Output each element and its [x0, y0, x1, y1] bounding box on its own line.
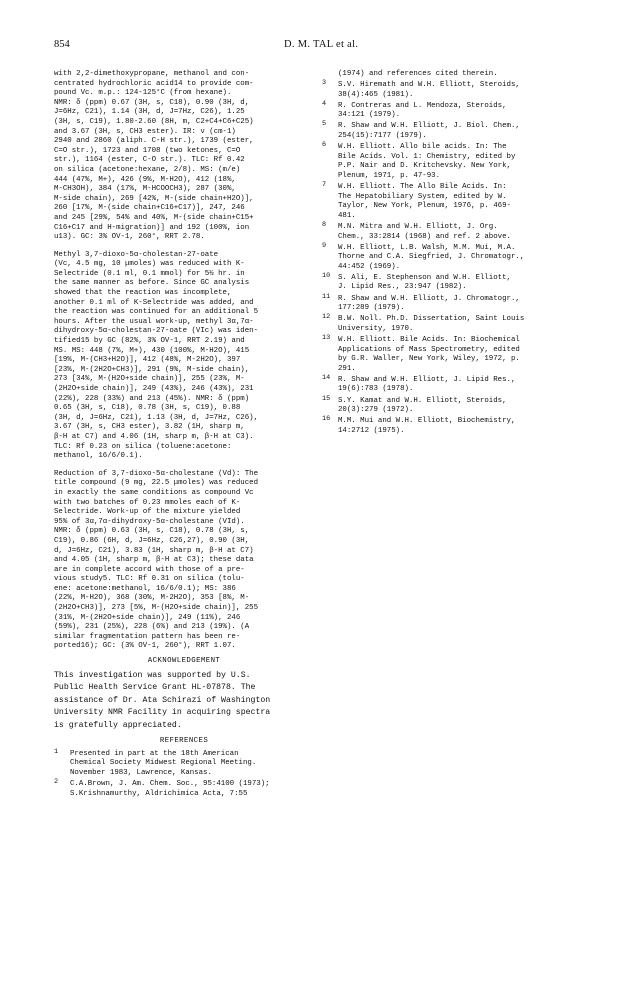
reference-text: R. Shaw and W.H. Elliott, J. Lipid Res., 19(6):783 (1978).: [338, 375, 516, 394]
paragraph-compound-vc: with 2,2-dimethoxypropane, methanol and con- centrated hydrochloric acid14 to provide com- pound Vc. m.p.: 124-125°C (from hexane). NMR: δ (ppm) 0.67 (3H, s, C18), 0.90 (3H, d, J=6Hz, C21), 1.14 (3H, d, J=7Hz, C26), 1.25 (3H, s, C19), 1.80-2.60 (8H, m, C2+C4+C6+C25) and 3.67 (3H, s, CH3 ester). IR: ν (cm-1) 2940 and 2860 (aliph. C-H str.), 1739 (ester, C=O str.), 1723 and 1708 (two ketones, C=O str.), 1164 (ester, C-O str.). TLC: Rf 0.42 on silica (acetone:hexane, 2/8). MS: (m/e) 444 (47%, M+), 426 (9%, M-H2O), 412 (18%, M-CH3OH), 384 (17%, M-HCOOCH3), 287 (30%, M-side chain), 269 [42%, M-(side chain+H2O)], 260 [17%, M-(side chain+C16+C17)], 247, 246 and 245 [29%, 54% and 40%, M-(side chain+C15+ C16+C17 and H-migration)] and 192 (100%, ion u13). GC: 3% OV-1, 260°, RRT 2.78.: [54, 70, 254, 242]
reference-number: 10: [322, 271, 331, 280]
page-number: 854: [54, 39, 70, 50]
reference-text: S.Y. Kamat and W.H. Elliott, Steroids, 20(3):279 (1972).: [338, 396, 507, 415]
running-head: D. M. TAL et al.: [284, 39, 359, 50]
reference-text: S.V. Hiremath and W.H. Elliott, Steroids, 38(4):465 (1981).: [338, 81, 520, 99]
left-column: [54, 70, 314, 801]
reference-number: 5: [322, 120, 327, 129]
reference-number: 15: [322, 394, 331, 403]
reference-item: [322, 81, 580, 100]
reference-item: [322, 315, 580, 334]
reference-item: [54, 780, 314, 799]
reference-text: R. Contreras and L. Mendoza, Steroids, 34:121 (1979).: [338, 101, 507, 120]
reference-text: W.H. Elliott. The Allo Bile Acids. In: The Hepatobiliary System, edited by W. Taylor, New York, Plenum, 1976, p. 469- 481.: [338, 183, 511, 220]
reference-text: C.A.Brown, J. Am. Chem. Soc., 95:4100 (1973); S.Krishnamurthy, Aldrichimica Acta, 7:55: [70, 780, 270, 798]
right-column: [322, 70, 580, 438]
reference-number: 6: [322, 141, 327, 150]
reference-number: 12: [322, 313, 331, 322]
reference-text: M.N. Mitra and W.H. Elliott, J. Org. Chem., 33:2814 (1968) and ref. 2 above.: [338, 222, 511, 241]
reference-item: [322, 99, 580, 121]
page-header: [54, 40, 574, 54]
reference-number: 14: [322, 373, 331, 382]
references-heading: REFERENCES: [159, 737, 209, 746]
reference-text: R. Shaw and W.H. Elliott, J. Biol. Chem., 254(15):7177 (1979).: [338, 122, 520, 141]
reference-item: [322, 271, 580, 293]
reference-number: 4: [322, 99, 327, 108]
paragraph-reduction-vd: Reduction of 3,7-dioxo-5α-cholestane (Vd): The title compound (9 mg, 22.5 μmoles) was reduced in exactly the same conditions as compound Vc with two batches of 0.23 mmoles each of K- Selectride. Work-up of the mixture yielded 95% of 3α,7α-dihydroxy-5α-cholestane (VId). NMR: δ (ppm) 0.63 (3H, s, C18), 0.78 (3H, s, C19), 0.86 (6H, d, J=6Hz, C26,27), 0.90 (3H, d, J=6Hz, C21), 3.83 (1H, sharp m, β-H at C7) and 4.05 (1H, sharp m, β-H at C3); these data are in complete accord with those of a pre- vious study5. TLC: Rf 0.31 on silica (tolu- ene: acetone:methanol, 16/6/0.1); MS: 386 (22%, M-H2O), 368 (30%, M-2H2O), 353 [8%, M- (2H2O+CH3)], 273 [5%, M-(H2O+side chain)], 255 (31%, M-(2H2O+side chain)], 249 (11%), 246 (59%), 231 (25%), 228 (6%) and 213 (19%). (A similar fragmentation pattern has been re- ported16); GC: (3% OV-1, 260°), RRT 1.07.: [54, 469, 259, 651]
acknowledgement-heading: ACKNOWLEDGEMENT: [147, 657, 221, 666]
reference-item: [322, 183, 580, 221]
reference-number: 2: [54, 778, 59, 786]
reference-item: [322, 373, 580, 395]
reference-item: [322, 292, 580, 314]
reference-number: 16: [322, 415, 331, 424]
reference-item: [322, 417, 580, 436]
acknowledgement-text: This investigation was supported by U.S. Public Health Service Grant HL-07878. The assistance of Dr. Ata Schirazi of Washington University NMR Facility in acquiring spectra is gratefully appreciated.: [54, 670, 271, 730]
reference-number: 3: [322, 79, 327, 88]
reference-item: [322, 122, 580, 141]
reference-text: (1974) and references cited therein.: [338, 70, 498, 78]
paragraph-reduction-vc: Methyl 3,7-dioxo-5α-cholestan-27-oate (Vc, 4.5 mg, 10 μmoles) was reduced with K- Selectride (0.1 ml, 0.1 mmol) for 5½ hr. in the same manner as before. Since GC analysis showed that the reaction was incomplete, another 0.1 ml of K-Selectride was added, and the reaction was continued for an additional 5 hours. After the usual work-up, methyl 3α,7α- dihydroxy-5α-cholestan-27-oate (VIc) was iden- tified15 by GC (82%, 3% OV-1, RRT 2.19) and MS. MS: 448 (7%, M+), 430 (100%, M-H2O), 415 [19%, M-(CH3+H2O)], 412 (48%, M-2H2O), 397 [23%, M-(2H2O+CH3)], 291 (9%, M-side chain), 273 [34%, M-(H2O+side chain)], 255 (23%, M- (2H2O+side chain)], 249 (43%), 246 (43%), 231 (22%), 228 (33%) and 213 (45%). NMR: δ (ppm) 0.65 (3H, s, C18), 0.78 (3H, s, C19), 0.88 (3H, d, J=6Hz, C21), 1.13 (3H, d, J=7Hz, C26), 3.67 (3H, s, CH3 ester), 3.82 (1H, sharp m, β-H at C7) and 4.06 (1H, sharp m, β-H at C3). TLC: Rf 0.23 on silica (toluene:acetone: methanol, 16/6/0.1).: [54, 250, 259, 461]
reference-item: [322, 394, 580, 416]
reference-item: [54, 747, 314, 779]
reference-number: 13: [322, 333, 331, 342]
reference-text: M.M. Mui and W.H. Elliott, Biochemistry, 14:2712 (1975).: [338, 417, 516, 435]
reference-item: [322, 333, 580, 374]
reference-item: [322, 220, 580, 242]
reference-text: W.H. Elliott. Allo bile acids. In: The Bile Acids. Vol. 1: Chemistry, edited by P.P. Nair and D. Kritchevsky. New York, Plenum, 1971, p. 47-93.: [338, 143, 516, 180]
reference-text: S. Ali, E. Stephenson and W.H. Elliott, J. Lipid Res., 23:947 (1982).: [338, 273, 511, 292]
reference-item: [322, 143, 580, 181]
reference-number: 8: [322, 220, 327, 229]
reference-text: B.W. Noll. Ph.D. Dissertation, Saint Louis University, 1970.: [338, 315, 525, 333]
reference-text: R. Shaw and W.H. Elliott, J. Chromatogr., 177:289 (1979).: [338, 294, 520, 313]
reference-number: 11: [322, 292, 331, 301]
reference-number: 7: [322, 181, 327, 190]
reference-text: Presented in part at the 18th American Chemical Society Midwest Regional Meeting. November 1983, Lawrence, Kansas.: [70, 749, 257, 777]
reference-text: W.H. Elliott, L.B. Walsh, M.M. Mui, M.A. Thorne and C.A. Siegfried, J. Chromatogr., 44:452 (1969).: [338, 243, 525, 271]
reference-item: [322, 70, 580, 80]
reference-text: W.H. Elliott. Bile Acids. In: Biochemical Applications of Mass Spectrometry, edited by G.R. Waller, New York, Wiley, 1972, p. 291.: [338, 335, 520, 373]
reference-number: 9: [322, 241, 327, 250]
reference-number: 1: [54, 747, 59, 756]
reference-item: [322, 241, 580, 273]
